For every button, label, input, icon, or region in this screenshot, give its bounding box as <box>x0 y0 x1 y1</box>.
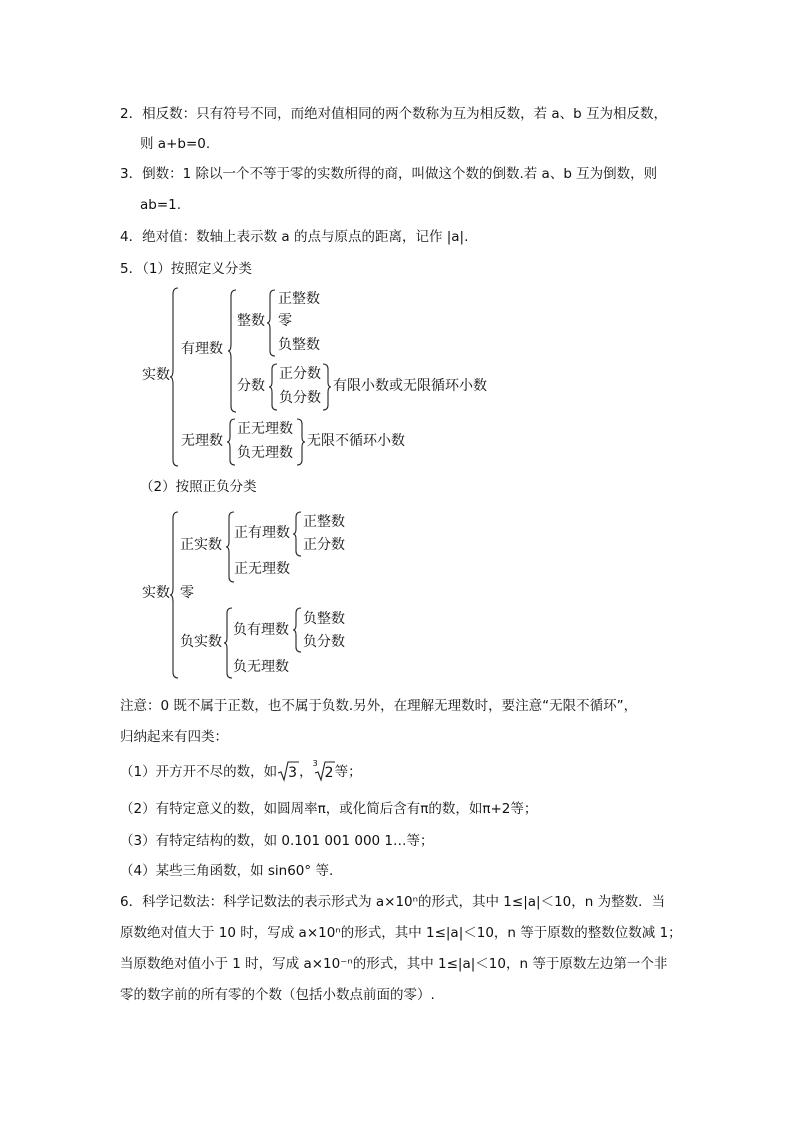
tree1-irrational: 无理数 <box>181 433 223 449</box>
note-case-1-suffix: 等； <box>334 764 362 780</box>
tree2-title: （2）按照正负分类 <box>140 479 257 495</box>
tree1-brace-irrational <box>227 419 237 465</box>
tree1-fraction: 分数 <box>237 378 265 394</box>
note-line-2: 归纳起来有四类： <box>120 729 228 745</box>
sci-line-4: 零的数字前的所有零的个数（包括小数点前面的零）. <box>120 987 435 1003</box>
tree2-positive-real: 正实数 <box>180 537 222 553</box>
note-case-3: （3）有特定结构的数，如 0.101 001 000 1…等； <box>120 833 434 849</box>
tree1-brace-fraction <box>269 364 279 410</box>
tree1-closing-brace-irrational <box>297 419 307 465</box>
tree2-negative-real: 负实数 <box>180 634 222 650</box>
tree2-negative-integer: 负整数 <box>303 611 345 627</box>
tree1-positive-integer: 正整数 <box>278 291 320 307</box>
sci-line-1: 6．科学记数法：科学记数法的表示形式为 a×10ⁿ的形式，其中 1≤|a|＜10，n 为整数．当 <box>120 894 666 910</box>
sqrt-3-radicand: 3 <box>288 765 298 781</box>
tree2-root: 实数 <box>142 585 170 601</box>
item-3-line-1: 3．倒数：1 除以一个不等于零的实数所得的商，叫做这个数的倒数.若 a、b 互为倒数，则 <box>120 166 658 182</box>
cbrt-2 <box>312 759 335 781</box>
tree2-positive-integer: 正整数 <box>303 514 345 530</box>
tree1-root: 实数 <box>142 367 170 383</box>
tree2-positive-rational: 正有理数 <box>234 525 290 541</box>
tree2-brace-root <box>170 512 180 678</box>
tree2-brace-negative-rational <box>293 608 303 652</box>
note-case-2: （2）有特定意义的数，如圆周率π，或化简后含有π的数，如π+2等； <box>120 801 538 817</box>
item-5-title: 5．（1）按照定义分类 <box>120 261 252 277</box>
tree1-zero: 零 <box>278 313 292 329</box>
sci-line-3: 当原数绝对值小于 1 时，写成 a×10⁻ⁿ的形式，其中 1≤|a|＜10，n 等于原数左边第一个非 <box>120 956 668 972</box>
item-2-line-2: 则 a+b=0. <box>140 136 211 152</box>
tree2-positive-fraction: 正分数 <box>303 537 345 553</box>
tree2-positive-irrational: 正无理数 <box>234 561 290 577</box>
note-case-4: （4）某些三角函数，如 sin60° 等. <box>120 863 334 879</box>
cbrt-2-index: 3 <box>312 759 318 768</box>
note-line-1: 注意：0 既不属于正数，也不属于负数.另外，在理解无理数时，要注意“无限不循环”， <box>120 698 638 714</box>
tree1-negative-integer: 负整数 <box>278 337 320 353</box>
item-2-line-1: 2．相反数：只有符号不同，而绝对值相同的两个数称为互为相反数，若 a、b 互为相反数， <box>120 106 668 122</box>
tree1-irrational-note: 无限不循环小数 <box>307 433 405 449</box>
cbrt-2-radicand: 2 <box>324 765 334 781</box>
note-case-1-prefix: （1）开方开不尽的数，如 <box>120 764 278 780</box>
tree1-negative-fraction: 负分数 <box>279 390 321 406</box>
tree1-fraction-note: 有限小数或无限循环小数 <box>333 378 487 394</box>
tree2-negative-rational: 负有理数 <box>233 622 289 638</box>
tree1-brace-integer <box>267 290 277 356</box>
tree1-positive-irrational: 正无理数 <box>237 421 293 437</box>
note-case-1 <box>120 759 362 785</box>
tree1-integer: 整数 <box>237 313 265 329</box>
tree1-rational: 有理数 <box>181 341 223 357</box>
item-3-line-2: ab=1. <box>140 197 182 213</box>
tree1-negative-irrational: 负无理数 <box>237 445 293 461</box>
tree2-zero: 零 <box>180 585 194 601</box>
tree2-negative-irrational: 负无理数 <box>233 659 289 675</box>
sqrt-3 <box>277 763 299 781</box>
tree1-closing-brace-fraction <box>323 364 333 410</box>
sci-line-2: 原数绝对值大于 10 时，写成 a×10ⁿ的形式，其中 1≤|a|＜10，n 等于原数的整数位数减 1； <box>120 925 682 941</box>
item-4-line-1: 4．绝对值：数轴上表示数 a 的点与原点的距离，记作 |a|. <box>120 229 469 245</box>
tree1-brace-root <box>170 288 180 466</box>
tree1-positive-fraction: 正分数 <box>279 366 321 382</box>
note-case-1-separator: ， <box>299 764 313 780</box>
tree2-brace-positive-rational <box>293 512 303 556</box>
tree2-negative-fraction: 负分数 <box>303 634 345 650</box>
